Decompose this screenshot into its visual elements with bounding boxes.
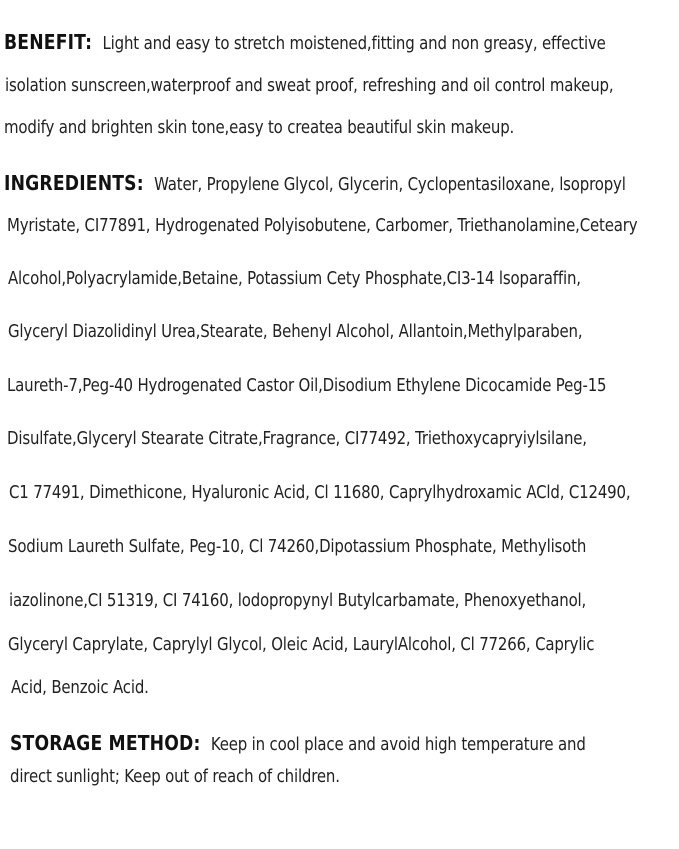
ingredients-line-9: iazolinone,CI 51319, CI 74160, lodopropynyl Butylcarbamate, Phenoxyethanol, (9, 591, 587, 611)
ingredients-line-2: Myristate, CI77891, Hydrogenated Polyisobutene, Carbomer, Triethanolamine,Ceteary (7, 216, 638, 236)
ingredients-text: Water, Propylene Glycol, Glycerin, Cyclopentasiloxane, lsopropyl (154, 175, 626, 195)
ingredients-line-1 (4, 171, 626, 195)
ingredients-line-4: Glyceryl Diazolidinyl Urea,Stearate, Behenyl Alcohol, Allantoin,Methylparaben, (8, 322, 583, 342)
ingredients-line-5: Laureth-7,Peg-40 Hydrogenated Castor Oil,Disodium Ethylene Dicocamide Peg-15 (7, 376, 607, 396)
ingredients-line-3: Alcohol,Polyacrylamide,Betaine, Potassium Cety Phosphate,CI3-14 lsoparaffin, (8, 269, 581, 289)
ingredients-heading: INGREDIENTS: (4, 171, 144, 195)
benefit-line-2: isolation sunscreen,waterproof and sweat proof, refreshing and oil control makeup, (5, 76, 614, 96)
storage-heading: STORAGE METHOD: (10, 731, 201, 755)
benefit-line-1 (4, 30, 606, 54)
ingredients-line-8: Sodium Laureth Sulfate, Peg-10, Cl 74260,Dipotassium Phosphate, Methylisoth (8, 537, 587, 557)
storage-line-1 (10, 731, 586, 755)
ingredients-line-6: Disulfate,Glyceryl Stearate Citrate,Fragrance, CI77492, Triethoxycapryiylsilane, (7, 429, 587, 449)
benefit-heading: BENEFIT: (4, 30, 93, 54)
benefit-line-3: modify and brighten skin tone,easy to createa beautiful skin makeup. (4, 118, 515, 138)
ingredients-line-10: Glyceryl Caprylate, Caprylyl Glycol, Oleic Acid, LaurylAlcohol, Cl 77266, Caprylic (8, 635, 595, 655)
benefit-text: Light and easy to stretch moistened,fitting and non greasy, effective (102, 34, 606, 54)
ingredients-line-11: Acid, Benzoic Acid. (11, 678, 149, 698)
storage-line-2: direct sunlight; Keep out of reach of children. (10, 767, 340, 787)
ingredients-line-7: C1 77491, Dimethicone, Hyaluronic Acid, Cl 11680, Caprylhydroxamic ACld, C12490, (9, 483, 631, 503)
storage-text: Keep in cool place and avoid high temperature and (210, 735, 586, 755)
